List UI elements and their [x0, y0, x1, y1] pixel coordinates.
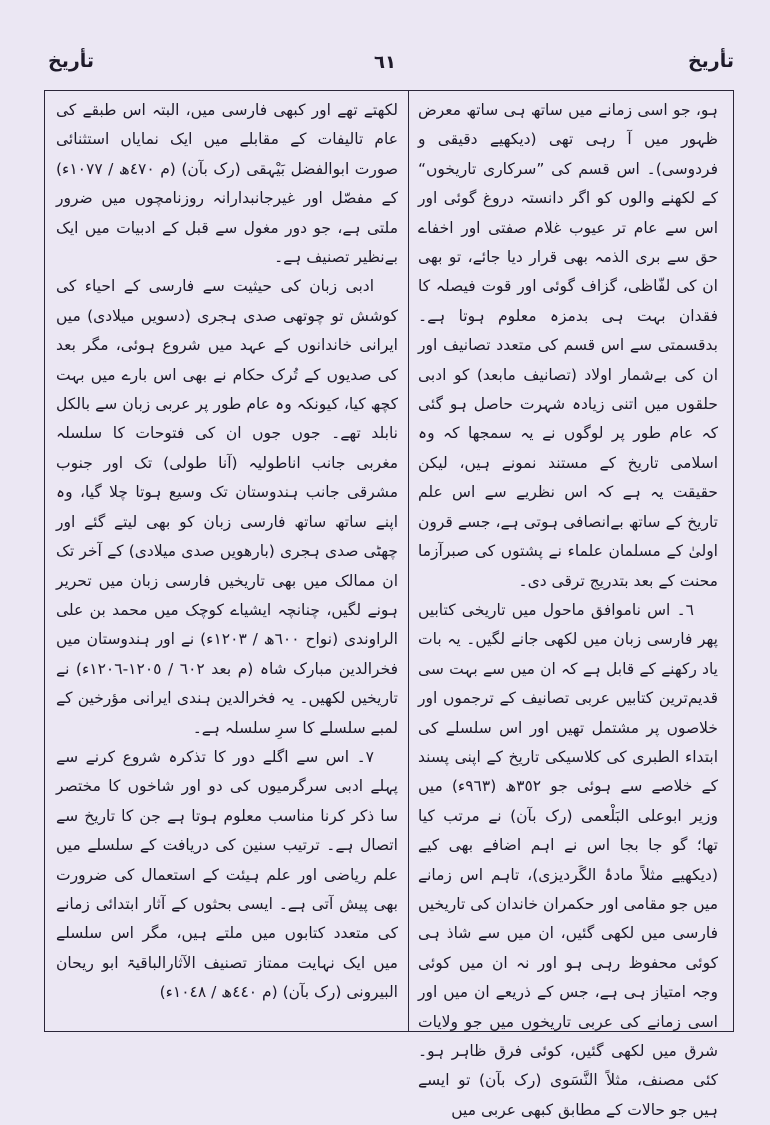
running-header-left: تأریخ: [48, 50, 95, 72]
paragraph: ہو، جو اسی زمانے میں ساتھ ہی ساتھ معرض ظہور میں آ رہی تھی (دیکھیے دقیقی و فردوسی)۔ اس قسم کی ”سرکاری تاریخوں“ کے لکھنے والوں کو اگر دانستہ دروغ گوئی اور اس سے عام تر عیوب غلام صفتی اور اخفاے حق سے بری الذمہ بھی قرار دیا جائے، تو بھی ان کی لفّاظی، گزاف گوئی اور قوت فیصلہ کا فقدان بہت ہی بدمزہ معلوم ہوتا ہے۔ بدقسمتی سے اس قسم کی متعدد تصانیف اور ان کی بےشمار اولاد (تصانیف مابعد) کو ادبی حلقوں میں اتنی زیادہ شہرت حاصل ہو گئی کہ عام طور پر لوگوں نے یہ سمجھا کہ وہ اسلامی تاریخ کے مستند نمونے ہیں، لیکن حقیقت یہ ہے کہ اس نظریے سے اس علم تاریخ کے ساتھ بےانصافی ہوتی ہے، جسے قرون اولیٰ کے مسلمان علماء نے پشتوں کی صبرآزما محنت کے بعد بتدریج ترقی دی۔: [418, 101, 718, 590]
column-divider: [408, 90, 409, 1032]
paragraph: لکھتے تھے اور کبھی فارسی میں، البتہ اس طبقے کی عام تالیفات کے مقابلے میں ایک نمایاں استثنائی صورت ابوالفضل بَیْہقی (رک بآن) (م ٤٧٠ھ / ١٠٧٧ء) کے مفصّل اور غیرجانبدارانہ روزنامچوں میں ضرور ملتی ہے، جو دور مغول سے قبل کے ادبیات میں ایک بےنظیر تصنیف ہے۔: [56, 101, 398, 267]
right-column: [418, 96, 719, 1119]
paragraph: ٦۔ اس ناموافق ماحول میں تاریخی کتابیں پھر فارسی زبان میں لکھی جانے لگیں۔ یہ بات یاد رکھنے کے قابل ہے کہ ان میں سے بہت سی قدیم‌ترین کتابیں عربی تصانیف کے ترجموں اور خلاصوں پر مشتمل تھیں اور اس سلسلے کی ابتداء الطبری کی کلاسیکی تاریخ کے اپنی پسند کے خلاصے سے ہوئی جو ٣٥٢ھ (٩٦٣ء) میں وزیر ابوعلی البَلْعمی (رک بآن) نے مرتب کیا تھا؛ گو جا بجا اس نے اہم اضافے بھی کیے (دیکھیے مثلاً مادۂ الگَردیزی)، تاہم اس زمانے میں جو مقامی اور حکمران خاندان کی تاریخیں فارسی میں لکھی گئیں، ان میں سے شاذ ہی کوئی محفوظ رہی ہو اور نہ ان میں کوئی وجہ امتیاز ہی ہے، جس کے ذریعے ان میں اور اسی زمانے کی عربی تاریخوں میں جو ولایات شرق میں لکھی گئیں، کوئی فرق ظاہر ہو۔ کئی مصنف، مثلاً النَّسَوی (رک بآن) تو ایسے ہیں جو حالات کے مطابق کبھی عربی میں: [418, 600, 719, 1119]
page-number: ٦١: [374, 52, 396, 73]
paragraph: ادبی زبان کی حیثیت سے فارسی کے احیاء کی کوشش تو چوتھی صدی ہجری (دسویں میلادی) میں ایرانی خاندانوں کے عہد میں شروع ہوئی، مگر بعد کی صدیوں کے تُرک حکام نے بھی اس بارے میں بہت کچھ کیا، کیونکہ وہ عام طور پر عربی زبان سے بالکل نابلد تھے۔ جوں جوں ان کی فتوحات کا سلسلہ مغربی جانب اناطولیہ (آنا طولی) تک اور جنوب مشرقی جانب ہندوستان تک وسیع ہوتا چلا گیا، وہ اپنے ساتھ ساتھ فارسی زبان کو بھی لیتے گئے اور چھٹی صدی ہجری (بارھویں صدی میلادی) کے آخر تک ان ممالک میں بھی تاریخیں فارسی زبان میں تحریر ہونے لگیں، چنانچہ ایشیاے کوچک میں محمد بن علی الراوندی (نواح ٦٠٠ھ / ١٢٠٣ء) نے اور ہندوستان میں فخرالدین مبارک شاہ (م بعد ٦٠٢ / ١٢٠٥-١٢٠٦ء) نے تاریخیں لکھیں۔ یہ فخرالدین ہندی ایرانی مؤرخین کے لمبے سلسلے کا سرِ سلسلہ ہے۔: [56, 277, 398, 737]
paragraph: ٧۔ اس سے اگلے دور کا تذکرہ شروع کرنے سے پہلے ادبی سرگرمیوں کی دو اور شاخوں کا مختصر سا ذکر کرنا مناسب معلوم ہوتا ہے جن کا تاریخ سے اتصال ہے۔ ترتیب سنین کی دریافت کے سلسلے میں علم ریاضی اور علم ہیئت کے استعمال کی ضرورت بھی پیش آتی ہے۔ ایسی بحثوں کے آثار ابتدائی زمانے کی متعدد کتابوں میں ملتے ہیں، مگر اس سلسلے میں ایک نہایت ممتاز تصنیف الآثارالباقیۃ ابو ریحان البیرونی (رک بآن) (م ٤٤٠ھ / ١٠٤٨ء): [56, 747, 398, 1002]
running-header-right: تأریخ: [687, 50, 734, 72]
left-column: [56, 96, 398, 1026]
